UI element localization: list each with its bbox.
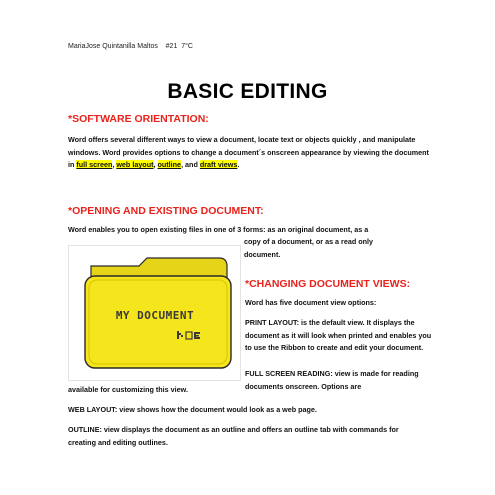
folder-icon <box>69 246 240 380</box>
opening-document-heading: *OPENING AND EXISTING DOCUMENT: <box>68 205 264 217</box>
author-header: MariaJose Quintanilla Maltos #21 7°C <box>68 43 193 50</box>
period: . <box>237 160 240 169</box>
full-screen-reading-text: FULL SCREEN READING: view is made for reading documents onscreen. Options are <box>245 369 419 391</box>
my-document-folder-image <box>68 245 241 381</box>
full-screen-reading-text-cont: available for customizing this view. <box>68 385 188 394</box>
views-intro: Word has five document view options: <box>245 298 377 307</box>
outline-text: OUTLINE: view displays the document as an outline and offers an outline tab with commands for creating and editing outlines. <box>68 425 399 447</box>
outline-highlight: outline <box>157 160 182 169</box>
software-text: Word offers several different ways to view a document, locate text or objects quickly , and manipulate windows. Word provides options to change a document´s onscreen appearance by viewing the document in <box>68 135 429 169</box>
page-title: BASIC EDITING <box>167 80 328 103</box>
software-orientation-heading: *SOFTWARE ORIENTATION: <box>68 113 209 125</box>
print-layout-text: PRINT LAYOUT: is the default view. It displays the document as it will look when printed and enables you to use the Ribbon to create and edit your document. <box>245 318 432 352</box>
full-screen-highlight: full screen <box>76 160 113 169</box>
changing-views-heading: *CHANGING DOCUMENT VIEWS: <box>245 278 411 290</box>
separator: , and <box>181 160 200 169</box>
software-orientation-paragraph <box>68 134 436 172</box>
web-layout-text: WEB LAYOUT: view shows how the document would look as a web page. <box>68 405 317 414</box>
folder-label: MY DOCUMENT <box>115 309 195 322</box>
opening-line-2: copy of a document, or as a read only <box>244 237 374 246</box>
opening-line-3: document. <box>244 250 281 259</box>
draft-views-highlight: draft views <box>199 160 238 169</box>
separator: , <box>153 160 158 169</box>
web-layout-highlight: web layout <box>116 160 154 169</box>
separator: , <box>112 160 117 169</box>
opening-line-1: Word enables you to open existing files in one of 3 forms: as an original document, as a <box>68 225 369 234</box>
